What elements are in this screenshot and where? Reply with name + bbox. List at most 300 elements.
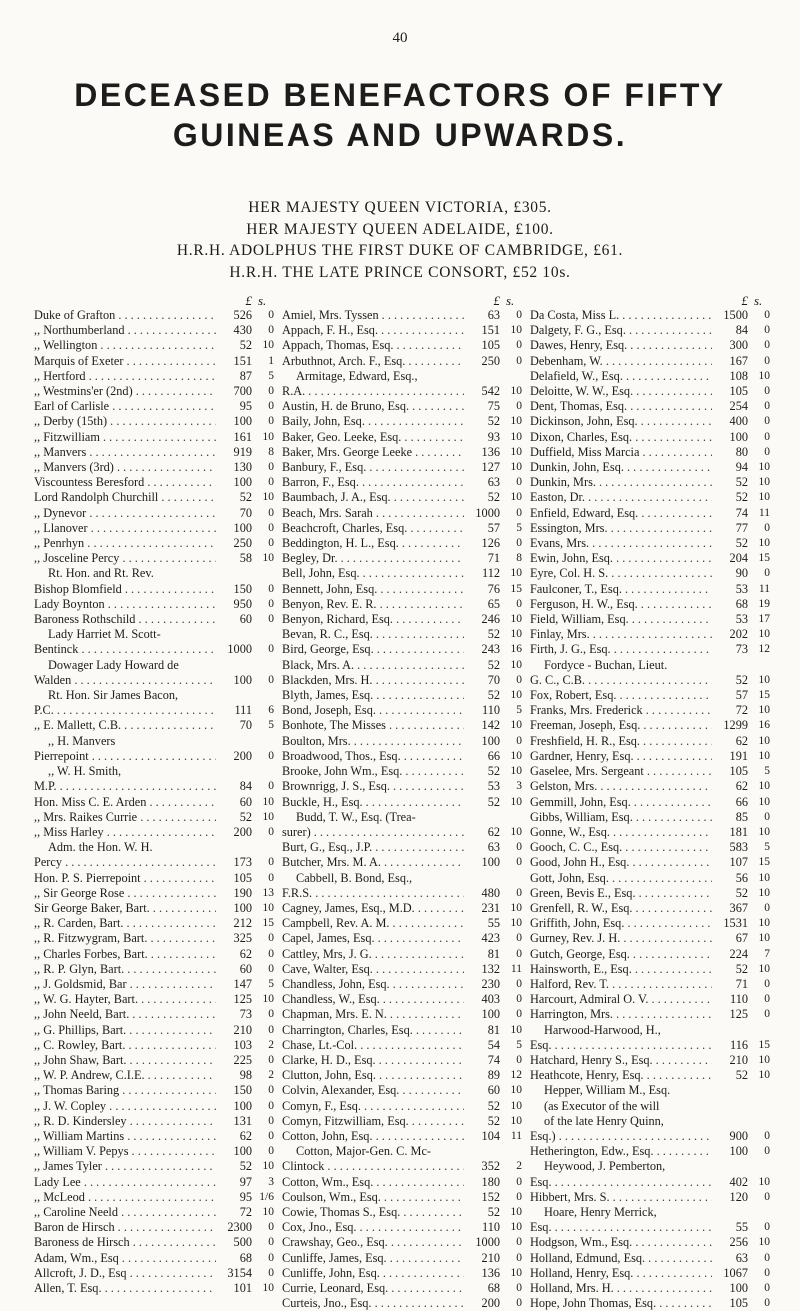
amount-pounds: 325 xyxy=(233,931,252,946)
amount-pounds: 132 xyxy=(481,961,500,976)
shillings-heading: s. xyxy=(754,293,763,308)
benefactor-entry xyxy=(282,1281,522,1296)
benefactor-name: Viscountess Beresford . . . xyxy=(34,475,216,490)
benefactor-entry xyxy=(530,688,770,703)
amount-pounds: 74 xyxy=(487,1052,500,1067)
amount-pounds: 108 xyxy=(729,368,748,383)
benefactor-entry xyxy=(282,384,522,399)
benefactor-name: ,, W. G. Hayter, Bart. . . . xyxy=(34,992,216,1007)
benefactor-entry xyxy=(530,475,770,490)
amount-shillings: 10 xyxy=(758,704,770,717)
amount-pounds: 71 xyxy=(735,976,748,991)
benefactor-name: Capel, James, Esq. . . . xyxy=(282,931,464,946)
benefactor-name: ,, R. D. Kindersley . . . xyxy=(34,1114,216,1129)
benefactor-name: Bonhote, The Misses . . . xyxy=(282,718,464,733)
amount-shillings: 0 xyxy=(268,415,274,428)
amount-pounds: 583 xyxy=(729,840,748,855)
benefactor-entry xyxy=(34,642,274,657)
benefactor-entry xyxy=(34,399,274,414)
benefactor-name: ,, James Tyler . . . xyxy=(34,1159,216,1174)
benefactor-entry xyxy=(34,1068,274,1083)
entry-continuation: Dowager Lady Howard de xyxy=(48,657,179,672)
amount-pounds: 480 xyxy=(481,885,500,900)
benefactor-name: ,, Dynevor . . . xyxy=(34,506,216,521)
benefactor-entry xyxy=(530,1144,770,1159)
amount-shillings: 10 xyxy=(758,825,770,838)
entry-continuation: ,, W. H. Smith, xyxy=(48,764,122,779)
benefactor-entry xyxy=(282,490,522,505)
amount-shillings: 0 xyxy=(764,354,770,367)
benefactor-name: ,, Josceline Percy . . . xyxy=(34,551,216,566)
amount-shillings: 0 xyxy=(268,1084,274,1097)
benefactor-entry xyxy=(282,779,522,794)
amount-pounds: 1000 xyxy=(475,1235,500,1250)
benefactor-entry xyxy=(530,566,770,581)
benefactor-name: ,, John Shaw, Bart. . . . xyxy=(34,1053,216,1068)
benefactor-name: Beach, Mrs. Sarah . . . xyxy=(282,506,464,521)
amount-shillings: 13 xyxy=(262,886,274,899)
benefactor-entry xyxy=(34,1205,274,1220)
amount-pounds: 151 xyxy=(233,353,252,368)
amount-pounds: 57 xyxy=(487,520,500,535)
benefactor-name: ,, William V. Pepys . . . xyxy=(34,1144,216,1159)
benefactor-entry xyxy=(282,688,522,703)
benefactor-name: Benyon, Rev. E. R. . . . xyxy=(282,597,464,612)
amount-shillings: 0 xyxy=(764,810,770,823)
amount-pounds: 130 xyxy=(233,460,252,475)
benefactor-entry xyxy=(530,734,770,749)
amount-shillings: 0 xyxy=(764,385,770,398)
amount-pounds: 110 xyxy=(482,703,500,718)
benefactor-name: Finlay, Mrs. . . . xyxy=(530,627,712,642)
benefactor-columns xyxy=(34,293,770,1311)
amount-shillings: 15 xyxy=(758,856,770,869)
amount-shillings: 10 xyxy=(758,673,770,686)
amount-pounds: 127 xyxy=(481,460,500,475)
amount-pounds: 75 xyxy=(487,399,500,414)
benefactor-entry xyxy=(530,1266,770,1281)
amount-pounds: 84 xyxy=(735,323,748,338)
amount-pounds: 131 xyxy=(233,1113,252,1128)
entry-continuation: Hepper, William M., Esq. xyxy=(544,1083,671,1098)
benefactor-name: Duke of Grafton . . . xyxy=(34,308,216,323)
benefactor-entry xyxy=(34,323,274,338)
amount-shillings: 10 xyxy=(758,871,770,884)
benefactor-name: Colvin, Alexander, Esq. . . . xyxy=(282,1083,464,1098)
amount-shillings: 10 xyxy=(262,901,274,914)
benefactor-list xyxy=(282,308,522,1311)
amount-shillings: 10 xyxy=(510,1221,522,1234)
amount-pounds: 190 xyxy=(233,885,252,900)
benefactor-name: Baker, Geo. Leeke, Esq. . . . xyxy=(282,430,464,445)
amount-pounds: 70 xyxy=(239,505,252,520)
benefactor-entry xyxy=(34,1266,274,1281)
benefactor-entry xyxy=(34,536,274,551)
benefactor-entry xyxy=(530,1296,770,1311)
benefactor-name: Hibbert, Mrs. S. . . . xyxy=(530,1190,712,1205)
benefactor-entry xyxy=(34,749,274,764)
amount-shillings: 10 xyxy=(510,1266,522,1279)
amount-pounds: 52 xyxy=(487,1113,500,1128)
benefactor-name: Harrington, Mrs. . . . xyxy=(530,1007,712,1022)
amount-shillings: 0 xyxy=(268,537,274,550)
royal-benefactor: HER MAJESTY QUEEN VICTORIA, £305. xyxy=(248,199,552,216)
amount-pounds: 62 xyxy=(735,779,748,794)
benefactor-name: ,, G. Phillips, Bart. . . . xyxy=(34,1023,216,1038)
benefactor-name: Benyon, Richard, Esq. . . . xyxy=(282,612,464,627)
benefactor-entry xyxy=(282,460,522,475)
benefactor-name: Cunliffe, James, Esq. . . . xyxy=(282,1251,464,1266)
benefactor-name: Bond, Joseph, Esq. . . . xyxy=(282,703,464,718)
benefactor-name: Dent, Thomas, Esq. . . . xyxy=(530,399,712,414)
amount-shillings: 10 xyxy=(510,461,522,474)
amount-pounds: 1000 xyxy=(227,642,252,657)
amount-shillings: 0 xyxy=(516,339,522,352)
amount-shillings: 0 xyxy=(268,506,274,519)
benefactor-name: Hon. Miss C. E. Arden . . . xyxy=(34,795,216,810)
amount-pounds: 136 xyxy=(481,444,500,459)
benefactor-entry xyxy=(34,886,274,901)
pounds-heading: £ xyxy=(493,293,500,308)
amount-pounds: 63 xyxy=(487,475,500,490)
benefactor-name: Appach, Thomas, Esq. . . . xyxy=(282,338,464,353)
benefactor-entry xyxy=(282,414,522,429)
amount-shillings: 10 xyxy=(510,825,522,838)
benefactor-name: Baroness de Hirsch . . . xyxy=(34,1235,216,1250)
benefactor-entry xyxy=(282,1068,522,1083)
benefactor-entry xyxy=(34,1190,274,1205)
benefactor-name: Cunliffe, John, Esq. . . . xyxy=(282,1266,464,1281)
amount-pounds: 52 xyxy=(239,809,252,824)
benefactor-entry xyxy=(282,551,522,566)
benefactor-name: Hon. P. S. Pierrepoint . . . xyxy=(34,871,216,886)
entry-continuation: Fordyce - Buchan, Lieut. xyxy=(544,657,668,672)
amount-shillings: 0 xyxy=(268,1251,274,1264)
amount-pounds: 210 xyxy=(729,1052,748,1067)
amount-shillings: 10 xyxy=(262,1205,274,1218)
benefactor-name: Buckle, H., Esq. . . . xyxy=(282,795,464,810)
benefactor-name: Cotton, John, Esq. . . . xyxy=(282,1129,464,1144)
amount-pounds: 200 xyxy=(233,824,252,839)
benefactor-name: ,, McLeod . . . xyxy=(34,1190,216,1205)
amount-pounds: 54 xyxy=(487,1037,500,1052)
amount-shillings: 10 xyxy=(510,1099,522,1112)
benefactor-entry xyxy=(530,1235,770,1250)
amount-shillings: 0 xyxy=(516,856,522,869)
amount-shillings: 15 xyxy=(758,689,770,702)
amount-pounds: 116 xyxy=(730,1037,748,1052)
amount-shillings: 10 xyxy=(510,567,522,580)
benefactor-entry xyxy=(34,977,274,992)
amount-shillings: 0 xyxy=(268,1053,274,1066)
amount-pounds: 55 xyxy=(735,1220,748,1235)
benefactor-entry xyxy=(34,414,274,429)
entry-continuation: Heywood, J. Pemberton, xyxy=(544,1159,666,1174)
amount-pounds: 52 xyxy=(735,475,748,490)
benefactor-name: Barron, F., Esq. . . . xyxy=(282,475,464,490)
amount-pounds: 84 xyxy=(239,779,252,794)
amount-pounds: 246 xyxy=(481,612,500,627)
benefactor-name: Clarke, H. D., Esq. . . . xyxy=(282,1053,464,1068)
amount-pounds: 76 xyxy=(487,581,500,596)
benefactor-entry xyxy=(34,354,274,369)
benefactor-name: Gott, John, Esq. . . . xyxy=(530,871,712,886)
amount-pounds: 243 xyxy=(481,642,500,657)
amount-pounds: 56 xyxy=(735,870,748,885)
amount-pounds: 210 xyxy=(481,1250,500,1265)
amount-shillings: 10 xyxy=(510,415,522,428)
amount-pounds: 950 xyxy=(233,596,252,611)
amount-shillings: 0 xyxy=(268,1145,274,1158)
amount-shillings: 0 xyxy=(764,445,770,458)
benefactor-entry xyxy=(282,916,522,931)
amount-shillings: 0 xyxy=(268,962,274,975)
benefactor-entry xyxy=(282,1251,522,1266)
amount-shillings: 0 xyxy=(268,780,274,793)
benefactor-name: Baker, Mrs. George Leeke . . . xyxy=(282,445,464,460)
amount-pounds: 120 xyxy=(729,1189,748,1204)
amount-shillings: 2 xyxy=(268,1069,274,1082)
amount-pounds: 526 xyxy=(233,308,252,322)
amount-shillings: 19 xyxy=(758,597,770,610)
benefactor-name: Hope, John Thomas, Esq. . . . xyxy=(530,1296,712,1311)
amount-pounds: 402 xyxy=(729,1174,748,1189)
amount-shillings: 10 xyxy=(262,993,274,1006)
amount-pounds: 52 xyxy=(487,1098,500,1113)
amount-shillings: 0 xyxy=(764,1251,770,1264)
benefactor-list xyxy=(530,308,770,1311)
benefactor-entry xyxy=(34,506,274,521)
benefactor-name: Earl of Carlisle . . . xyxy=(34,399,216,414)
amount-shillings: 0 xyxy=(764,1008,770,1021)
benefactor-name: Chandless, W., Esq. . . . xyxy=(282,992,464,1007)
benefactor-entry xyxy=(282,886,522,901)
benefactor-name: Duffield, Miss Marcia . . . xyxy=(530,445,712,460)
entry-continuation: Harwood-Harwood, H., xyxy=(544,1022,661,1037)
benefactor-entry xyxy=(282,1099,522,1114)
benefactor-name: Cotton, Wm., Esq. . . . xyxy=(282,1175,464,1190)
amount-pounds: 104 xyxy=(481,1128,500,1143)
amount-pounds: 125 xyxy=(233,992,252,1007)
amount-pounds: 204 xyxy=(729,551,748,566)
benefactor-name: ,, Mrs. Raikes Currie . . . xyxy=(34,810,216,825)
amount-pounds: 52 xyxy=(487,490,500,505)
amount-pounds: 2300 xyxy=(227,1220,252,1235)
benefactor-name: ,, Derby (15th) . . . xyxy=(34,414,216,429)
currency-header xyxy=(282,293,522,308)
amount-pounds: 100 xyxy=(233,1098,252,1113)
amount-pounds: 98 xyxy=(239,1068,252,1083)
benefactor-name: ,, Fitzwilliam . . . xyxy=(34,430,216,445)
benefactor-name: ,, E. Mallett, C.B. . . . xyxy=(34,718,216,733)
title-line-2: GUINEAS AND UPWARDS. xyxy=(172,117,628,153)
amount-shillings: 6 xyxy=(268,704,274,717)
benefactor-name: Esq.) . . . xyxy=(530,1129,712,1144)
amount-pounds: 60 xyxy=(487,1083,500,1098)
amount-shillings: 0 xyxy=(764,309,770,321)
benefactor-entry xyxy=(34,871,274,886)
amount-shillings: 17 xyxy=(758,613,770,626)
amount-pounds: 136 xyxy=(481,1265,500,1280)
benefactor-entry xyxy=(34,992,274,1007)
amount-shillings: 10 xyxy=(510,430,522,443)
amount-shillings: 0 xyxy=(764,521,770,534)
benefactor-entry xyxy=(34,475,274,490)
amount-pounds: 55 xyxy=(487,916,500,931)
amount-shillings: 10 xyxy=(758,749,770,762)
benefactor-entry xyxy=(530,308,770,323)
amount-pounds: 74 xyxy=(735,505,748,520)
benefactor-name: Ferguson, H. W., Esq. . . . xyxy=(530,597,712,612)
amount-pounds: 202 xyxy=(729,627,748,642)
amount-shillings: 0 xyxy=(764,977,770,990)
benefactor-entry xyxy=(282,992,522,1007)
amount-shillings: 0 xyxy=(516,476,522,489)
benefactor-entry xyxy=(34,1235,274,1250)
benefactor-name: Black, Mrs. A. . . . xyxy=(282,658,464,673)
entry-continuation: Hoare, Henry Merrick, xyxy=(544,1204,657,1219)
benefactor-name: Broadwood, Thos., Esq. . . . xyxy=(282,749,464,764)
amount-shillings: 10 xyxy=(510,795,522,808)
benefactor-entry xyxy=(34,855,274,870)
amount-pounds: 65 xyxy=(487,596,500,611)
amount-pounds: 63 xyxy=(487,308,500,322)
benefactor-name: ,, Northumberland . . . xyxy=(34,323,216,338)
benefactor-name: Esq. . . . xyxy=(530,1175,712,1190)
amount-shillings: 10 xyxy=(758,780,770,793)
amount-pounds: 85 xyxy=(735,809,748,824)
benefactor-name: ,, Hertford . . . xyxy=(34,369,216,384)
benefactor-entry xyxy=(530,521,770,536)
benefactor-entry xyxy=(530,536,770,551)
amount-shillings: 10 xyxy=(510,658,522,671)
amount-pounds: 110 xyxy=(730,992,748,1007)
benefactor-entry xyxy=(34,947,274,962)
amount-shillings: 0 xyxy=(516,1190,522,1203)
benefactor-entry xyxy=(34,1129,274,1144)
amount-shillings: 10 xyxy=(510,901,522,914)
benefactor-name: Comyn, F., Esq. . . . xyxy=(282,1099,464,1114)
amount-pounds: 52 xyxy=(735,672,748,687)
amount-pounds: 52 xyxy=(487,414,500,429)
currency-header xyxy=(530,293,770,308)
amount-pounds: 110 xyxy=(482,1220,500,1235)
amount-pounds: 72 xyxy=(735,703,748,718)
amount-pounds: 100 xyxy=(729,1281,748,1295)
benefactor-entry xyxy=(282,901,522,916)
amount-pounds: 97 xyxy=(239,1174,252,1189)
amount-shillings: 0 xyxy=(516,506,522,519)
amount-pounds: 430 xyxy=(233,323,252,338)
amount-pounds: 81 xyxy=(487,946,500,961)
benefactor-entry xyxy=(34,1159,274,1174)
benefactor-entry xyxy=(34,779,274,794)
benefactor-name: Heathcote, Henry, Esq. . . . xyxy=(530,1068,712,1083)
amount-pounds: 87 xyxy=(239,368,252,383)
amount-pounds: 105 xyxy=(729,1296,748,1311)
benefactor-name: ,, Penrhyn . . . xyxy=(34,536,216,551)
benefactor-entry xyxy=(34,445,274,460)
amount-shillings: 0 xyxy=(764,567,770,580)
benefactor-entry xyxy=(530,886,770,901)
benefactor-name: Freshfield, H. R., Esq. . . . xyxy=(530,734,712,749)
amount-pounds: 256 xyxy=(729,1235,748,1250)
amount-pounds: 700 xyxy=(233,384,252,399)
benefactor-entry xyxy=(34,460,274,475)
entry-continuation: (as Executor of the will xyxy=(544,1098,660,1113)
benefactor-entry xyxy=(34,1007,274,1022)
benefactor-name: Brownrigg, J. S., Esq. . . . xyxy=(282,779,464,794)
amount-pounds: 68 xyxy=(735,596,748,611)
benefactor-name: Grenfell, R. W., Esq. . . . xyxy=(530,901,712,916)
amount-pounds: 80 xyxy=(735,444,748,459)
benefactor-list xyxy=(34,308,274,1296)
amount-shillings: 5 xyxy=(268,369,274,382)
benefactor-entry xyxy=(530,430,770,445)
amount-shillings: 0 xyxy=(268,1008,274,1021)
amount-pounds: 352 xyxy=(481,1159,500,1174)
amount-shillings: 0 xyxy=(268,749,274,762)
benefactor-entry xyxy=(282,1235,522,1250)
amount-pounds: 1000 xyxy=(475,505,500,520)
benefactor-name: Good, John H., Esq. . . . xyxy=(530,855,712,870)
benefactor-name: Chandless, John, Esq. . . . xyxy=(282,977,464,992)
amount-shillings: 0 xyxy=(516,400,522,413)
entry-continuation: Lady Harriet M. Scott- xyxy=(48,627,161,642)
benefactor-name: Allen, T. Esq. . . . xyxy=(34,1281,216,1296)
benefactor-name: Bentinck . . . xyxy=(34,642,216,657)
amount-shillings: 0 xyxy=(764,1297,770,1310)
amount-pounds: 95 xyxy=(239,1189,252,1204)
benefactor-name: Gooch, C. C., Esq. . . . xyxy=(530,840,712,855)
amount-pounds: 52 xyxy=(735,490,748,505)
amount-shillings: 0 xyxy=(516,537,522,550)
amount-shillings: 0 xyxy=(268,825,274,838)
amount-pounds: 100 xyxy=(233,1144,252,1159)
amount-pounds: 67 xyxy=(735,931,748,946)
amount-pounds: 167 xyxy=(729,353,748,368)
benefactor-entry xyxy=(282,566,522,581)
royal-benefactor: H.R.H. ADOLPHUS THE FIRST DUKE OF CAMBRIDGE, £61. xyxy=(176,242,624,259)
royal-benefactor: HER MAJESTY QUEEN ADELAIDE, £100. xyxy=(246,220,554,238)
benefactor-entry xyxy=(282,1114,522,1129)
benefactor-name: Ewin, John, Esq. . . . xyxy=(530,551,712,566)
benefactor-name: Boulton, Mrs. . . . xyxy=(282,734,464,749)
amount-pounds: 161 xyxy=(233,429,252,444)
amount-pounds: 53 xyxy=(735,581,748,596)
benefactor-entry xyxy=(530,445,770,460)
benefactor-entry xyxy=(34,521,274,536)
amount-pounds: 225 xyxy=(233,1052,252,1067)
amount-shillings: 0 xyxy=(268,385,274,398)
benefactor-name: ,, Thomas Baring . . . xyxy=(34,1083,216,1098)
benefactor-name: Bell, John, Esq. . . . xyxy=(282,566,464,581)
benefactor-entry xyxy=(530,855,770,870)
benefactor-name: Walden . . . xyxy=(34,673,216,688)
amount-shillings: 10 xyxy=(510,719,522,732)
amount-pounds: 180 xyxy=(481,1174,500,1189)
benefactor-entry xyxy=(34,612,274,627)
amount-shillings: 10 xyxy=(262,491,274,504)
benefactor-name: Comyn, Fitzwilliam, Esq. . . . xyxy=(282,1114,464,1129)
pounds-heading: £ xyxy=(245,293,252,308)
amount-shillings: 0 xyxy=(516,1008,522,1021)
amount-shillings: 0 xyxy=(516,841,522,854)
benefactor-entry xyxy=(282,1007,522,1022)
amount-pounds: 107 xyxy=(729,855,748,870)
amount-pounds: 57 xyxy=(735,688,748,703)
benefactor-name: M.P. . . . xyxy=(34,779,216,794)
